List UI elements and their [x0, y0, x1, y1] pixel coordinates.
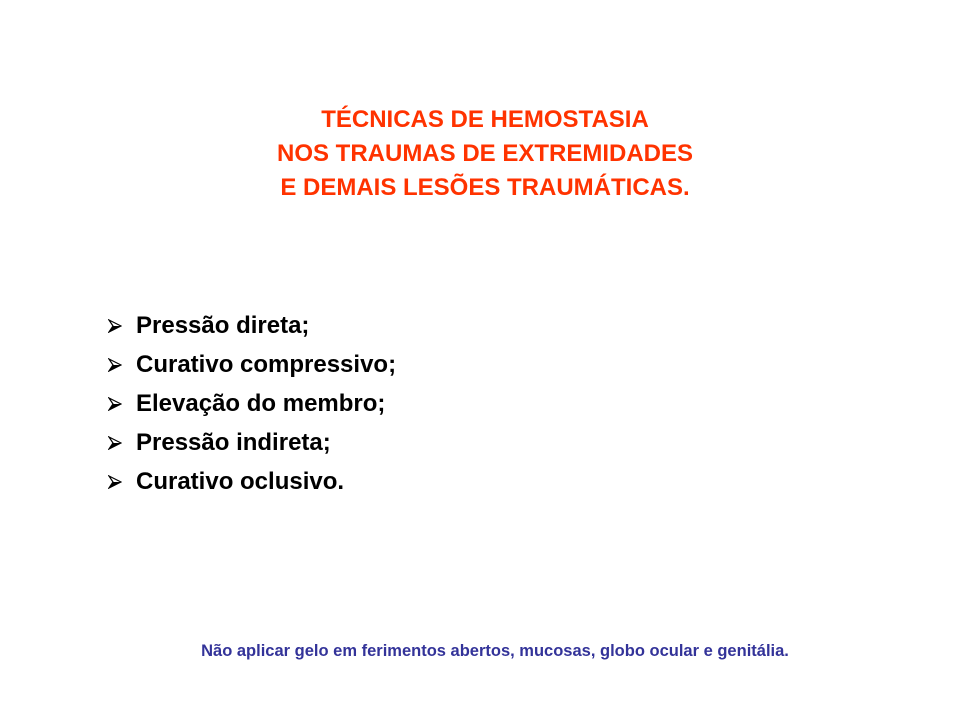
arrow-bullet-icon — [108, 475, 122, 489]
technique-list — [108, 306, 396, 501]
arrow-bullet-icon — [108, 397, 122, 411]
title-line-1: TÉCNICAS DE HEMOSTASIA — [321, 106, 649, 133]
list-item — [108, 306, 396, 345]
title-line-3: E DEMAIS LESÕES TRAUMÁTICAS. — [280, 174, 690, 201]
list-item-label: Pressão direta; — [136, 311, 310, 339]
slide-title — [0, 103, 960, 205]
arrow-bullet-icon — [108, 436, 122, 450]
list-item-label: Elevação do membro; — [136, 389, 386, 417]
arrow-bullet-icon — [108, 319, 122, 333]
list-item-label: Curativo oclusivo. — [136, 467, 345, 495]
list-item — [108, 423, 396, 462]
arrow-bullet-icon — [108, 358, 122, 372]
list-item — [108, 462, 396, 501]
title-line-2: NOS TRAUMAS DE EXTREMIDADES — [276, 140, 694, 167]
footer-note: Não aplicar gelo em ferimentos abertos, mucosas, globo ocular e genitália. — [201, 642, 789, 660]
list-item-label: Pressão indireta; — [136, 428, 331, 456]
list-item-label: Curativo compressivo; — [136, 350, 397, 378]
list-item — [108, 384, 396, 423]
list-item — [108, 345, 396, 384]
